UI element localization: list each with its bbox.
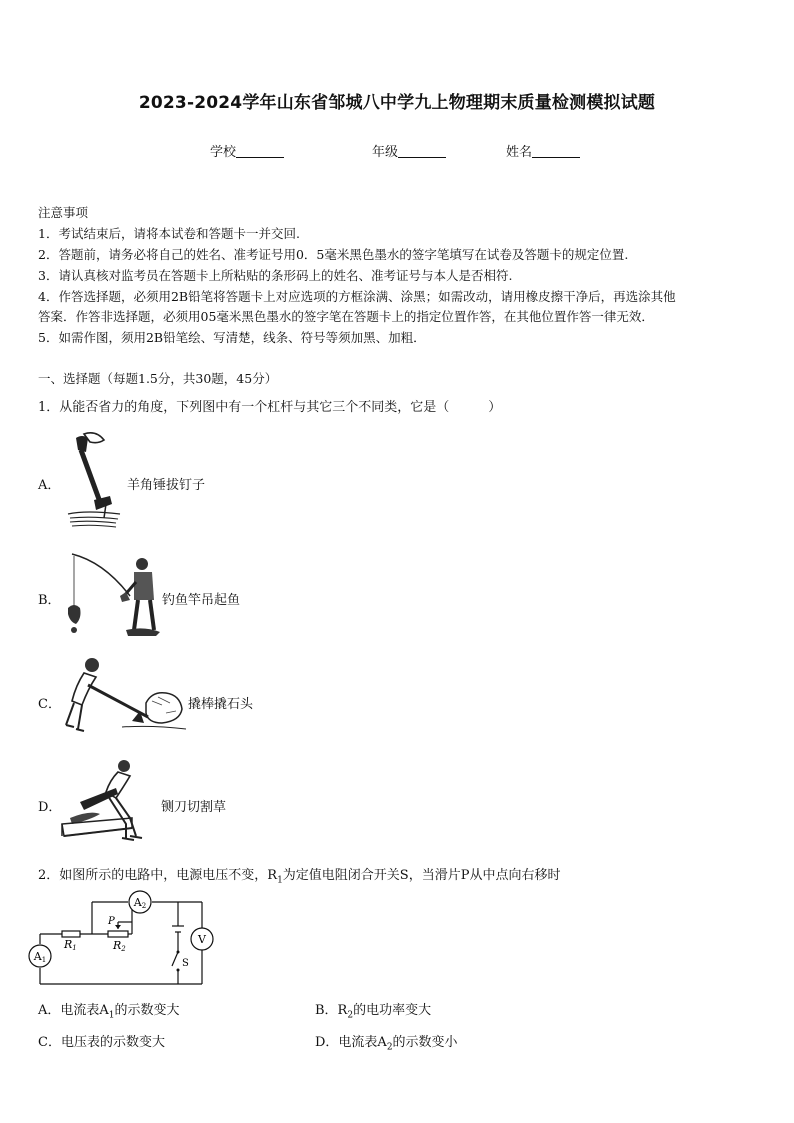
grade-label: 年级 (372, 145, 399, 160)
option-d-letter[interactable]: D． (38, 800, 62, 815)
option-c-letter[interactable]: C． (38, 697, 61, 712)
crowbar-rock-illustration (62, 655, 186, 743)
q2-option-b[interactable]: B．$R_2$的电功率变大 (315, 1003, 432, 1021)
option-d-text: 铡刀切割草 (161, 800, 227, 815)
q2-option-a[interactable]: A．电流表$A_1$的示数变大 (38, 1003, 180, 1021)
option-b-text: 钓鱼竿吊起鱼 (162, 593, 241, 608)
school-field (210, 141, 284, 160)
option-a-letter[interactable]: A． (38, 478, 61, 493)
option-c-text: 撬棒撬石头 (188, 697, 254, 712)
label-v: V (198, 933, 206, 946)
circuit-diagram (33, 886, 218, 990)
option-b-letter[interactable]: B． (38, 593, 61, 608)
q2-option-d[interactable]: D．电流表$A_2$的示数变小 (315, 1035, 458, 1053)
label-p: P (108, 916, 115, 927)
question-1-stem: 1．从能否省力的角度，下列图中有一个杠杆与其它三个不同类，它是（ ） (38, 400, 502, 415)
school-blank[interactable] (236, 145, 284, 158)
question-2-stem-sub: 1 (277, 875, 283, 886)
page-title: 2023-2024学年山东省邹城八中学九上物理期末质量检测模拟试题 (138, 93, 656, 113)
label-s: S (182, 958, 189, 969)
note-item: 4．作答选择题，必须用2B铅笔将答题卡上对应选项的方框涂满、涂黑；如需改动，请用橡皮擦干净后，再选涂其他 (38, 289, 676, 304)
guillotine-cutter-illustration (60, 758, 160, 844)
name-blank[interactable] (532, 145, 580, 158)
school-label: 学校 (210, 145, 237, 160)
hammer-pulling-nail-illustration (66, 430, 122, 530)
grade-blank[interactable] (398, 145, 446, 158)
option-a-text: 羊角锤拔钉子 (127, 478, 206, 493)
q2-option-c[interactable]: C．电压表的示数变大 (38, 1035, 165, 1050)
note-item: 5．如需作图，须用2B铅笔绘、写清楚，线条、符号等须加黑、加粗． (38, 330, 426, 345)
note-item: 1．考试结束后，请将本试卷和答题卡一并交回. (38, 226, 300, 241)
question-2-stem-post: 为定值电阻闭合开关S，当滑片P从中点向右移时 (282, 868, 561, 883)
note-item: 2．答题前，请务必将自己的姓名、准考证号用0．5毫米黑色墨水的签字笔填写在试卷及答题卡的规定位置. (38, 247, 629, 262)
question-2-stem-pre: 2．如图所示的电路中，电源电压不变，R (38, 868, 278, 883)
label-r2: R2 (113, 939, 126, 953)
name-label: 姓名 (506, 145, 533, 160)
label-a1: A1 (33, 950, 47, 964)
notes-heading: 注意事项 (38, 205, 89, 220)
section-heading: 一、选择题（每题1.5分，共30题，45分） (38, 371, 278, 386)
label-r1: R1 (64, 938, 77, 952)
question-2-stem (38, 864, 560, 886)
fishing-rod-illustration (64, 552, 164, 644)
label-a2: A2 (133, 896, 147, 910)
name-field (506, 141, 580, 160)
note-item: 3．请认真核对监考员在答题卡上所粘贴的条形码上的姓名、准考证号与本人是否相符. (38, 268, 513, 283)
grade-field (372, 141, 446, 160)
note-item: 答案．作答非选择题，必须用05毫米黑色墨水的签字笔在答题卡上的指定位置作答，在其他位置作答一律无效． (38, 309, 654, 324)
